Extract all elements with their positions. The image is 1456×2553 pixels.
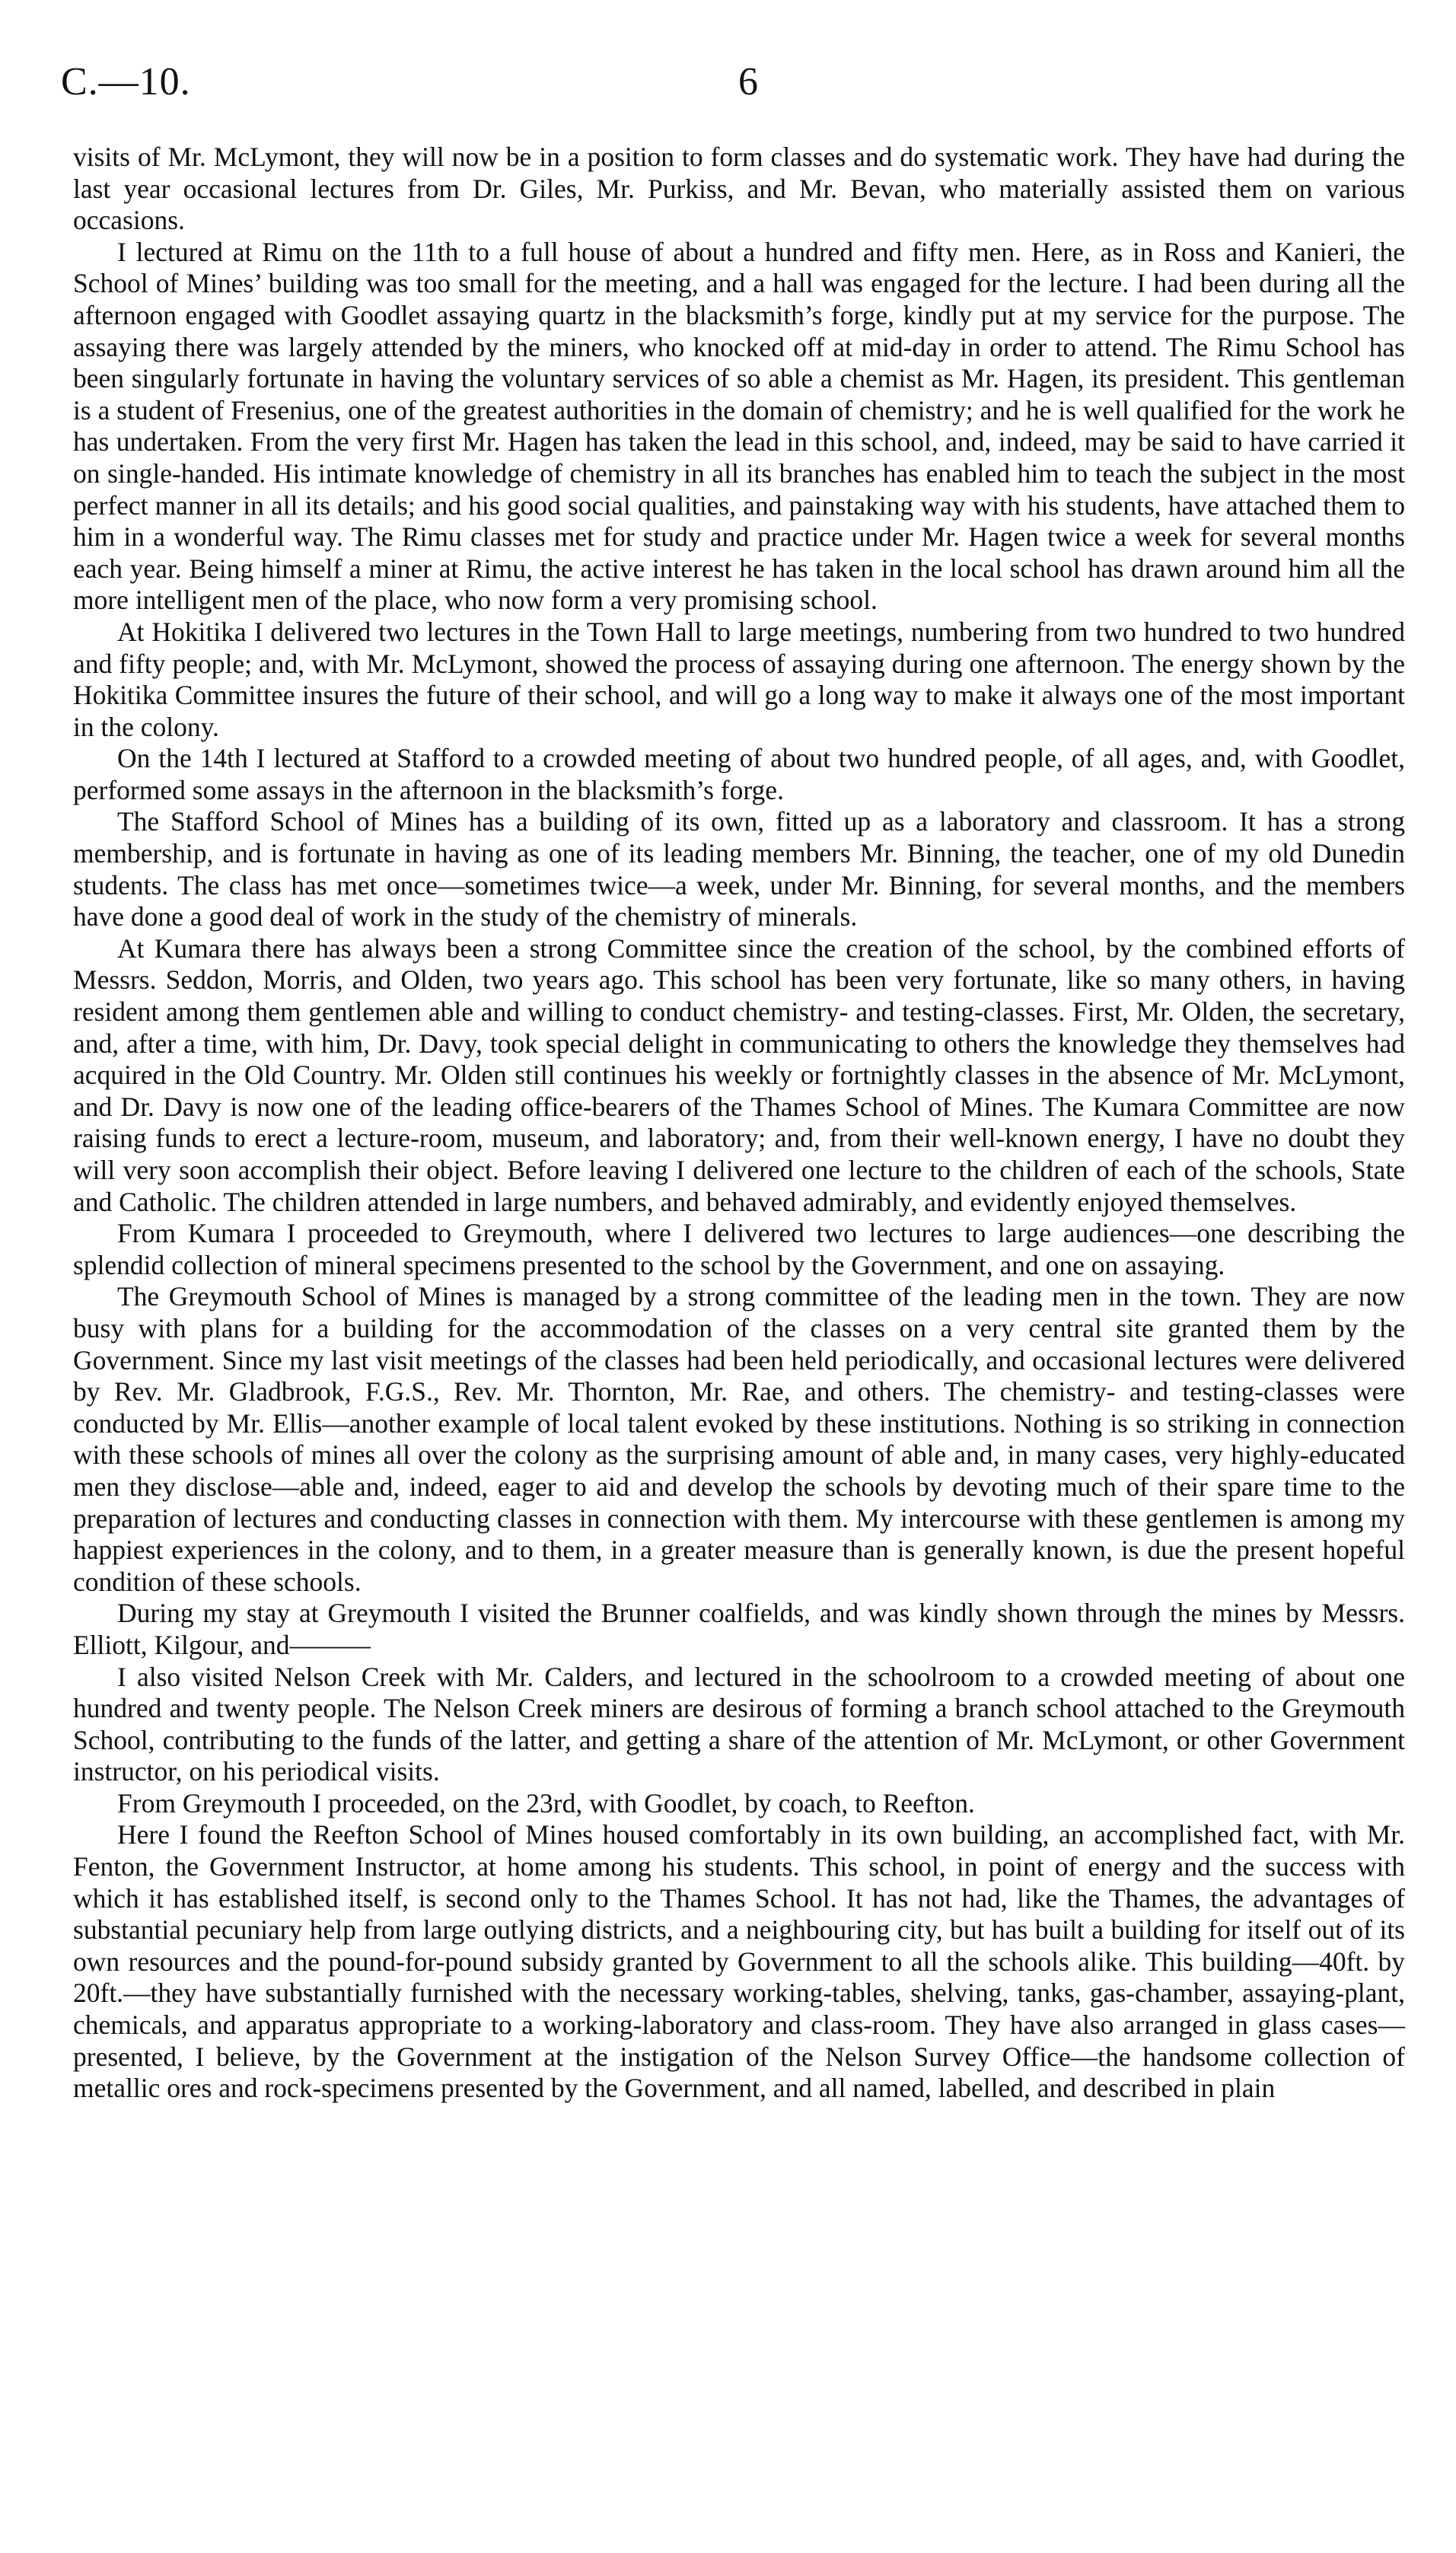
- paragraph: The Greymouth School of Mines is managed by a strong committee of the leading men in the town. They are now busy with plans for a building for the accommodation of the classes on a very central site granted them by the Government. Since my last visit meetings of the classes had been held periodically, and occasional lectures were delivered by Rev. Mr. Gladbrook, F.G.S., Rev. Mr. Thornton, Mr. Rae, and others. The chemistry- and testing-classes were conducted by Mr. Ellis—another example of local talent evoked by these institutions. Nothing is so striking in connection with these schools of mines all over the colony as the surprising amount of able and, in many cases, very highly-educated men they disclose—able and, indeed, eager to aid and develop the schools by devoting much of their spare time to the preparation of lectures and conducting classes in connection with them. My intercourse with these gentlemen is among my happiest experiences in the colony, and to them, in a greater measure than is generally known, is due the present hopeful condition of these schools.: [73, 1281, 1405, 1597]
- paragraph: visits of Mr. McLymont, they will now be in a position to form classes and do systematic work. They have had during the last year occasional lectures from Dr. Giles, Mr. Purkiss, and Mr. Bevan, who materially assisted them on various occasions.: [73, 142, 1405, 236]
- paragraph: On the 14th I lectured at Stafford to a crowded meeting of about two hundred people, of all ages, and, with Goodlet, performed some assays in the afternoon in the blacksmith’s forge.: [73, 743, 1405, 805]
- paragraph: At Kumara there has always been a strong Committee since the creation of the school, by the combined efforts of Messrs. Seddon, Morris, and Olden, two years ago. This school has been very fortunate, like so many others, in having resident among them gentlemen able and willing to conduct chemistry- and testing-classes. First, Mr. Olden, the secretary, and, after a time, with him, Dr. Davy, took special delight in communicating to others the knowledge they themselves had acquired in the Old Country. Mr. Olden still continues his weekly or fortnightly classes in the absence of Mr. McLymont, and Dr. Davy is now one of the leading office-bearers of the Thames School of Mines. The Kumara Committee are now raising funds to erect a lecture-room, museum, and laboratory; and, from their well-known energy, I have no doubt they will very soon accomplish their object. Before leaving I delivered one lecture to the children of each of the schools, State and Catholic. The children attended in large numbers, and behaved admirably, and evidently enjoyed themselves.: [73, 932, 1405, 1217]
- page-header: [61, 59, 1400, 120]
- document-body: [73, 142, 1405, 2105]
- paragraph: At Hokitika I delivered two lectures in the Town Hall to large meetings, numbering from two hundred to two hundred and fifty people; and, with Mr. McLymont, showed the process of assaying during one afternoon. The energy shown by the Hokitika Committee insures the future of their school, and will go a long way to make it always one of the most important in the colony.: [73, 616, 1405, 742]
- paragraph: From Greymouth I proceeded, on the 23rd, with Goodlet, by coach, to Reefton.: [117, 1787, 975, 1818]
- document-reference: C.—10.: [61, 60, 191, 104]
- paragraph: During my stay at Greymouth I visited the Brunner coalfields, and was kindly shown through the mines by Messrs. Elliott, Kilgour, and———: [73, 1598, 1405, 1660]
- page-number: 6: [738, 60, 758, 104]
- paragraph: I lectured at Rimu on the 11th to a full house of about a hundred and fifty men. Here, as in Ross and Kanieri, the School of Mines’ building was too small for the meeting, and a hall was engaged for the lecture. I had been during all the afternoon engaged with Goodlet assaying quartz in the blacksmith’s forge, kindly put at my service for the purpose. The assaying there was largely attended by the miners, who knocked off at mid-day in order to attend. The Rimu School has been singularly fortunate in having the voluntary services of so able a chemist as Mr. Hagen, its president. This gentleman is a student of Fresenius, one of the greatest authorities in the domain of chemistry; and he is well qualified for the work he has undertaken. From the very first Mr. Hagen has taken the lead in this school, and, indeed, may be said to have carried it on single-handed. His intimate knowledge of chemistry in all its branches has enabled him to teach the subject in the most perfect manner in all its details; and his good social qualities, and painstaking way with his students, have attached them to him in a wonderful way. The Rimu classes met for study and practice under Mr. Hagen twice a week for several months each year. Being himself a miner at Rimu, the active interest he has taken in the local school has drawn around him all the more intelligent men of the place, who now form a very promising school.: [73, 236, 1405, 616]
- paragraph: The Stafford School of Mines has a building of its own, fitted up as a laboratory and classroom. It has a strong membership, and is fortunate in having as one of its leading members Mr. Binning, the teacher, one of my old Dunedin students. The class has met once—sometimes twice—a week, under Mr. Binning, for several months, and the members have done a good deal of work in the study of the chemistry of minerals.: [73, 806, 1405, 932]
- paragraph: From Kumara I proceeded to Greymouth, where I delivered two lectures to large audiences—one describing the splendid collection of mineral specimens presented to the school by the Government, and one on assaying.: [73, 1218, 1405, 1280]
- paragraph: Here I found the Reefton School of Mines housed comfortably in its own building, an accomplished fact, with Mr. Fenton, the Government Instructor, at home among his students. This school, in point of energy and the success with which it has established itself, is second only to the Thames School. It has not had, like the Thames, the advantages of substantial pecuniary help from large outlying districts, and a neighbouring city, but has built a building for itself out of its own resources and the pound-for-pound subsidy granted by Government to all the schools alike. This building—40ft. by 20ft.—they have substantially furnished with the necessary working-tables, shelving, tanks, gas-chamber, assaying-plant, chemicals, and apparatus appropriate to a working-laboratory and class-room. They have also arranged in glass cases—presented, I believe, by the Government at the instigation of the Nelson Survey Office—the handsome collection of metallic ores and rock-specimens presented by the Government, and all named, labelled, and described in plain: [73, 1819, 1405, 2104]
- paragraph: I also visited Nelson Creek with Mr. Calders, and lectured in the schoolroom to a crowded meeting of about one hundred and twenty people. The Nelson Creek miners are desirous of forming a branch school attached to the Greymouth School, contributing to the funds of the latter, and getting a share of the attention of Mr. McLymont, or other Government instructor, on his periodical visits.: [73, 1661, 1405, 1787]
